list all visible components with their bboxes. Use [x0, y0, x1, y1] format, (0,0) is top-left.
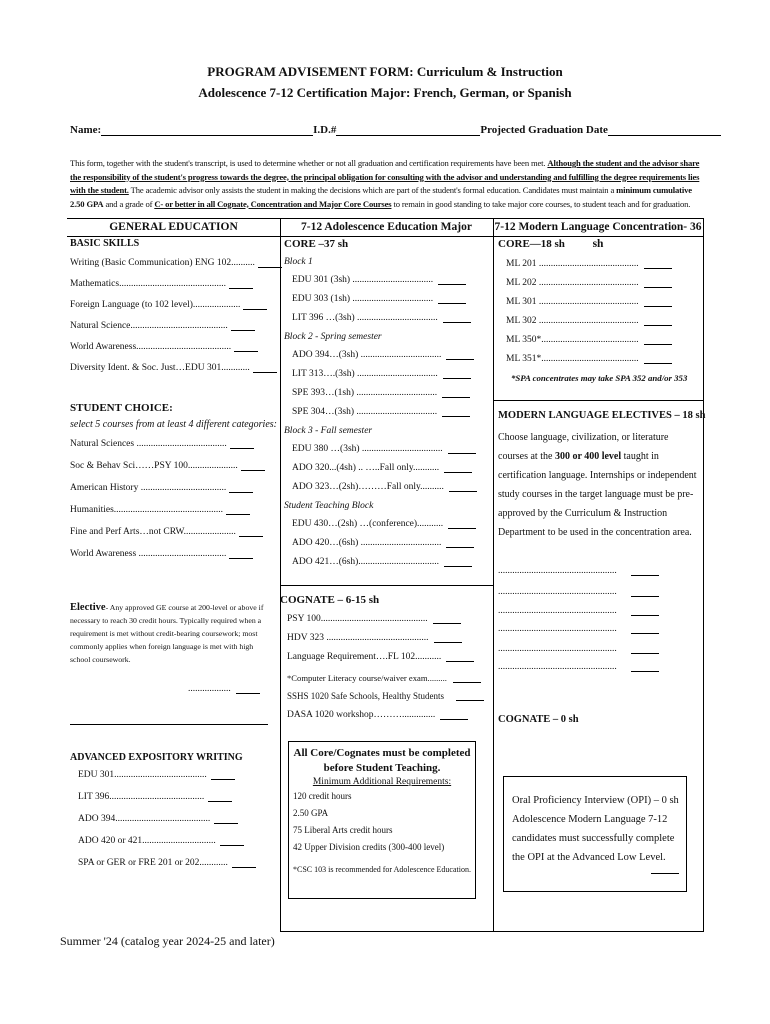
grade-blank[interactable]	[644, 354, 672, 364]
intro-text-2: The academic advisor only assists the student in making the decisions which are part of the student's formal education. Candidates must maintain a	[128, 185, 617, 195]
list-item: ADO 323…(2sh)………Fall only..........	[292, 482, 477, 492]
elective-line: ..................................................	[498, 566, 659, 576]
list-item: EDU 430…(2sh) …(conference)...........	[292, 519, 476, 529]
id-fields-row	[70, 124, 700, 136]
footer-catalog-note: Summer '24 (catalog year 2024-25 and later)	[60, 934, 275, 948]
grade-blank[interactable]	[444, 463, 472, 473]
form-subtitle: Adolescence 7-12 Certification Major: French, German, or Spanish	[198, 85, 572, 100]
grade-blank[interactable]	[229, 279, 253, 289]
grade-blank[interactable]	[241, 461, 265, 471]
list-item: PSY 100.............................................	[287, 614, 461, 624]
grade-blank[interactable]	[443, 313, 471, 323]
intro-gpa: minimum cumulative 2.50 GPA	[70, 185, 692, 209]
list-item: *Computer Literacy course/waiver exam.........	[287, 673, 481, 683]
col-header-concentration: 7-12 Modern Language Concentration- 36 sh	[493, 218, 703, 237]
id-field[interactable]	[336, 124, 480, 136]
list-item: SPE 304…(3sh) ..................................	[292, 407, 470, 417]
list-item: ML 302 ..........................................	[506, 316, 672, 326]
elective-line: ..................................................	[498, 624, 659, 634]
list-item: EDU 301 (3sh) ..................................	[292, 275, 466, 285]
grade-blank[interactable]	[230, 439, 254, 449]
grade-blank[interactable]	[434, 633, 462, 643]
list-item: HDV 323 ...........................................	[287, 633, 462, 643]
list-item: ML 201 ..........................................	[506, 259, 672, 269]
grade-blank[interactable]	[631, 566, 659, 576]
list-item: SPA or GER or FRE 201 or 202............	[78, 858, 256, 868]
note-item: 2.50 GPA	[293, 808, 329, 818]
grade-blank[interactable]	[236, 684, 260, 694]
block-1-label: Block 1	[284, 257, 313, 267]
elective-line: ..................................................	[498, 662, 659, 672]
grade-blank[interactable]	[232, 858, 256, 868]
electives-title: MODERN LANGUAGE ELECTIVES – 18 sh	[498, 410, 706, 421]
elective-line: ..................................................	[498, 644, 659, 654]
grade-blank[interactable]	[442, 388, 470, 398]
list-item: Foreign Language (to 102 level)....................	[70, 300, 267, 310]
list-item: Fine and Perf Arts…not CRW......................	[70, 527, 263, 537]
list-item: ADO 320...(4sh) .. …..Fall only...........	[292, 463, 472, 473]
grade-blank[interactable]	[448, 519, 476, 529]
list-item: Soc & Behav Sci……PSY 100.....................	[70, 461, 265, 471]
list-item: ADO 420 or 421...............................	[78, 836, 244, 846]
list-item: LIT 396........................................	[78, 792, 232, 802]
grade-blank[interactable]	[438, 294, 466, 304]
note-item: 120 credit hours	[293, 791, 352, 801]
grade-blank[interactable]	[631, 644, 659, 654]
grade-blank[interactable]	[631, 587, 659, 597]
block-2-label: Block 2 - Spring semester	[284, 332, 382, 342]
elective-line: ..................................................	[498, 587, 659, 597]
basic-skills-title: BASIC SKILLS	[70, 238, 140, 249]
intro-text-4: to remain in good standing to take major core courses, to student teach and for graduation.	[391, 198, 691, 209]
elective-rule	[70, 724, 268, 725]
intro-text-1: This form, together with the student's transcript, is used to determine whether or not all graduation and certification requirements have been met.	[70, 158, 548, 168]
list-item: SSHS 1020 Safe Schools, Healthy Students	[287, 691, 484, 701]
grade-blank[interactable]	[453, 673, 481, 683]
block-3-label: Block 3 - Fall semester	[284, 426, 373, 436]
requirements-note-box	[288, 741, 476, 899]
grade-blank[interactable]	[208, 792, 232, 802]
spa-note: *SPA concentrates may take SPA 352 and/or 353	[511, 373, 688, 383]
grade-blank[interactable]	[644, 297, 672, 307]
adv-writing-title: ADVANCED EXPOSITORY WRITING	[70, 752, 243, 763]
electives-rule	[493, 400, 703, 401]
list-item: ML 351*.........................................	[506, 354, 672, 364]
list-item: World Awareness .....................................	[70, 549, 253, 559]
grade-blank[interactable]	[449, 482, 477, 492]
grade-blank[interactable]	[226, 505, 250, 515]
list-item: ML 301 ..........................................	[506, 297, 672, 307]
list-item: DASA 1020 workshop………..............	[287, 710, 468, 720]
list-item: EDU 303 (1sh) ..................................	[292, 294, 466, 304]
core-title: CORE –37 sh	[284, 238, 349, 250]
note-title-1: All Core/Cognates must be completed	[293, 747, 471, 759]
name-label: Name:	[70, 124, 102, 136]
list-item: SPE 393…(1sh) ..................................	[292, 388, 470, 398]
elective-title: Elective	[70, 602, 106, 613]
list-item: EDU 380 …(3sh) ..................................	[292, 444, 476, 454]
note-item: 42 Upper Division credits (300-400 level)	[293, 842, 445, 852]
bottom-rule	[280, 931, 703, 932]
grade-blank[interactable]	[631, 662, 659, 672]
grade-blank[interactable]	[644, 335, 672, 345]
note-min-requirements: Minimum Additional Requirements:	[312, 777, 452, 787]
ml-cognate-title: COGNATE – 0 sh	[498, 714, 579, 725]
elective-line: ..................................................	[498, 606, 659, 616]
list-item: Mathematics.............................................	[70, 279, 253, 289]
intro-grade-req: C- or better in all Cognate, Concentration and Major Core Courses	[154, 198, 392, 209]
list-item: LIT 396 …(3sh) ..................................	[292, 313, 471, 323]
grade-blank[interactable]	[253, 363, 277, 373]
grade-blank[interactable]	[220, 836, 244, 846]
grade-blank[interactable]	[229, 483, 253, 493]
grade-blank[interactable]	[433, 614, 461, 624]
student-choice-subtitle: select 5 courses from at least 4 different categories:	[70, 419, 277, 430]
grade-blank[interactable]	[229, 549, 253, 559]
intro-responsibility: Although the student and the advisor share the responsibility of the student's progress towards the degree, the principal obligation for consulting with the advisor and understanding and fulfilling the degree requirements lies with the student.	[70, 158, 700, 195]
grade-blank[interactable]	[444, 557, 472, 567]
grade-blank[interactable]	[243, 300, 267, 310]
grade-blank[interactable]	[231, 321, 255, 331]
grade-blank[interactable]	[440, 710, 468, 720]
list-item: Diversity Ident. & Soc. Just…EDU 301............	[70, 363, 277, 373]
divider-2	[493, 218, 494, 932]
grade-blank[interactable]	[442, 407, 470, 417]
grad-date-field[interactable]	[608, 124, 721, 136]
divider-3	[703, 218, 704, 932]
electives-text: Choose language, civilization, or literature courses at the 300 or 400 level taught in certification language. Internships or independent study courses in the target language must be pre-approved by the Curriculum & Instruction Department to be used in the concentration area.	[498, 432, 697, 538]
form-title: PROGRAM ADVISEMENT FORM: Curriculum & Instruction	[207, 64, 563, 79]
grade-blank[interactable]	[446, 350, 474, 360]
cognate-title: COGNATE – 6-15 sh	[280, 594, 380, 606]
list-item: ADO 421…(6sh)..................................	[292, 557, 472, 567]
opi-text: Oral Proficiency Interview (OPI) – 0 sh Adolescence Modern Language 7-12 candidates must successfully complete the OPI at the Advanced Low Level.	[512, 795, 679, 863]
opi-blank[interactable]	[651, 873, 679, 874]
list-item: World Awareness........................................	[70, 342, 258, 352]
elective-line: ..................	[188, 684, 260, 694]
list-item: ML 350*.........................................	[506, 335, 672, 345]
divider-1	[280, 218, 281, 932]
grade-blank[interactable]	[644, 259, 672, 269]
grade-blank[interactable]	[631, 624, 659, 634]
teaching-block-label: Student Teaching Block	[284, 501, 374, 511]
list-item: American History ....................................	[70, 483, 253, 493]
grade-blank[interactable]	[234, 342, 258, 352]
note-csc: *CSC 103 is recommended for Adolescence Education.	[293, 865, 471, 874]
list-item: Writing (Basic Communication) ENG 102..........	[70, 258, 282, 268]
grade-blank[interactable]	[644, 316, 672, 326]
list-item: ADO 394…(3sh) ..................................	[292, 350, 474, 360]
grade-blank[interactable]	[239, 527, 263, 537]
grade-blank[interactable]	[631, 606, 659, 616]
grade-blank[interactable]	[258, 258, 282, 268]
grade-blank[interactable]	[446, 652, 474, 662]
list-item: Natural Science.........................................	[70, 321, 255, 331]
list-item: LIT 313….(3sh) ..................................	[292, 369, 471, 379]
list-item: ADO 420…(6sh) ..................................	[292, 538, 474, 548]
name-field[interactable]	[101, 124, 313, 136]
elective-block	[70, 601, 266, 666]
cognate-rule	[280, 585, 493, 586]
grade-blank[interactable]	[214, 814, 238, 824]
intro-text-3: and a grade of	[103, 198, 155, 209]
list-item: Natural Sciences ......................................	[70, 439, 254, 449]
grade-blank[interactable]	[446, 538, 474, 548]
list-item: Language Requirement….FL 102...........	[287, 652, 474, 662]
id-label: I.D.#	[313, 124, 337, 136]
grade-blank[interactable]	[456, 691, 484, 701]
opi-box	[503, 776, 687, 892]
grade-blank[interactable]	[448, 444, 476, 454]
note-title-2: before Student Teaching.	[323, 762, 441, 774]
list-item: ADO 394........................................	[78, 814, 238, 824]
note-item: 75 Liberal Arts credit hours	[293, 825, 393, 835]
list-item: EDU 301.......................................	[78, 770, 235, 780]
list-item: ML 202 ..........................................	[506, 278, 672, 288]
elective-text: - Any approved GE course at 200-level or above if necessary to reach 30 credit hours. Typically required when a requirement is met without credit-bearing coursework; most commonly applies when foreign language is met with high school coursework.	[70, 603, 264, 664]
grade-blank[interactable]	[644, 278, 672, 288]
list-item: Humanities..............................................	[70, 505, 250, 515]
ml-core-title: CORE—18 sh	[498, 238, 565, 250]
grade-blank[interactable]	[438, 275, 466, 285]
student-choice-title: STUDENT CHOICE:	[70, 402, 173, 414]
grade-blank[interactable]	[443, 369, 471, 379]
grad-date-label: Projected Graduation Date	[480, 124, 608, 136]
col-header-major: 7-12 Adolescence Education Major	[280, 218, 493, 237]
grade-blank[interactable]	[211, 770, 235, 780]
col-header-gen-ed: GENERAL EDUCATION	[67, 218, 280, 237]
intro-paragraph	[70, 157, 700, 211]
